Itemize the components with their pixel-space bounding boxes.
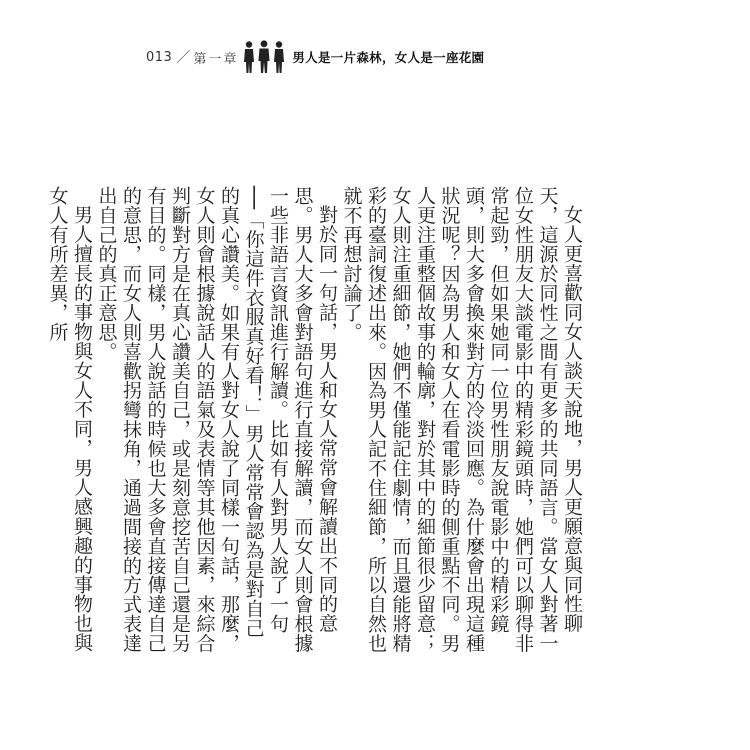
three-men-silhouette-icon <box>242 40 286 74</box>
paragraph-2: 對於同一句話，男人和女人常常會解讀出不同的意思。男人大多會對語句進行直接解讀，而女人則會根據一些非語言資訊進行解讀。比如有人對男人說了一句──「你這件衣服真好看！」男人常常會認為是對自己的真心讚美。如果有人對女人說了同樣一句話，那麼，女人則會根據說話人的語氣及表情等其他因素，來綜合判斷對方是在真心讚美自己，或是刻意挖苦自己還是另有目的。同樣，男人說話的時候也大多會直接傳達自己的意思，而女人則喜歡拐彎抹角，通過間接的方式表達出自己的真正意思。 <box>95 186 338 653</box>
paragraph-1: 女人更喜歡同女人談天說地，男人更願意與同性聊天，這源於同性之間有更多的共同語言。當女人對著一位女性朋友大談電影中的精彩鏡頭時，她們可以聊得非常起勁，但如果她同一位男性朋友說電影中的精彩鏡頭，則大多會換來對方的冷淡回應。為什麼會出現這種狀況呢？因為男人和女人在看電影時的側重點不同。男人更注重整個故事的輪廓，對於其中的細節很少留意；女人則注重細節，她們不僅能記住劇情，而且還能將精彩的臺詞復述出來。因為男人記不住細節，所以自然也就不再想討論了。 <box>340 186 583 653</box>
body-text <box>45 186 584 656</box>
running-header <box>146 40 484 74</box>
page-number: 013 <box>146 49 173 65</box>
book-title: 男人是一片森林，女人是一座花園 <box>292 50 485 65</box>
paragraph-3: 男人擅長的事物與女人不同，男人感興趣的事物也與女人有所差異，所 <box>46 186 93 653</box>
header-slash: ／ <box>176 50 191 66</box>
chapter-label: 第一章 <box>193 51 239 67</box>
